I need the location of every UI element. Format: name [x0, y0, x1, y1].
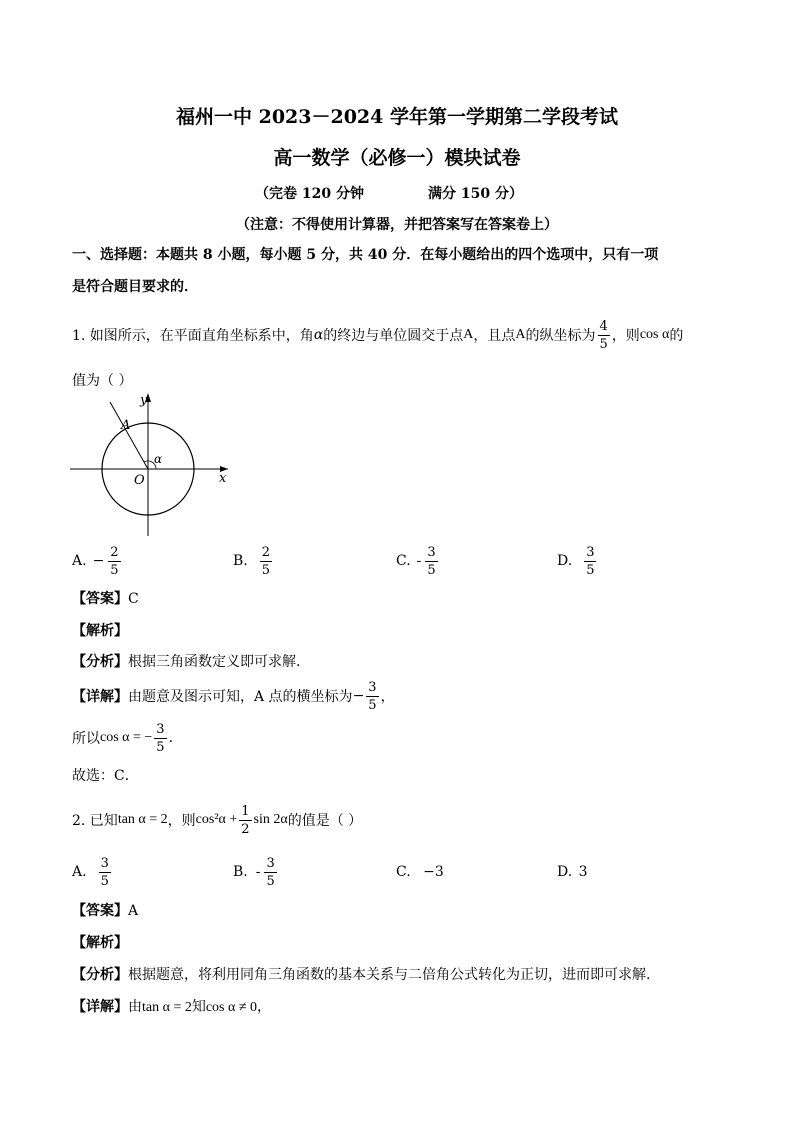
option-letter: D.	[557, 553, 573, 569]
fenxi-text: 根据题意，将利用同角三角函数的基本关系与二倍角公式转化为正切，进而即可求解.	[128, 967, 651, 983]
option-den: 5	[266, 873, 275, 889]
q1-fraction	[598, 320, 610, 351]
detail-sign: −	[352, 688, 365, 704]
q1-frac-num: 4	[599, 318, 608, 334]
q2-cond: tan α = 2	[117, 812, 168, 827]
y-label: y	[140, 393, 148, 408]
q1-frac-den: 5	[599, 336, 608, 352]
q1-analysis-tag: 【解析】	[72, 623, 128, 639]
detail-expr1: tan α = 2	[142, 1000, 192, 1015]
q1-mid2: ，且点	[473, 328, 516, 344]
option-letter: D.	[557, 864, 573, 880]
q2-frac-den: 2	[241, 821, 250, 837]
detail-mid: 知	[191, 999, 206, 1015]
q2-detail	[72, 996, 271, 1016]
q2-frac-num: 1	[241, 803, 250, 819]
option-sign: −	[92, 553, 105, 569]
option-den: 5	[261, 562, 271, 578]
section1-line2: 是符合题目要求的．	[72, 279, 198, 295]
option-den: 5	[110, 562, 119, 578]
answer-tag: 【答案】	[72, 903, 128, 919]
q1-option-a	[72, 540, 123, 582]
fenxi-tag: 【分析】	[72, 967, 128, 983]
q2-option-b	[233, 851, 279, 893]
exam-note: （注意：不得使用计算器，并把答案写在答案卷上）	[236, 217, 558, 233]
option-den: 5	[427, 562, 436, 578]
q2-option-c	[396, 864, 444, 880]
q1-mid1: 的终边与单位圆交于点	[323, 328, 464, 344]
fenxi-tag: 【分析】	[72, 654, 128, 670]
answer-value: A	[128, 903, 139, 919]
option-letter: C.	[396, 553, 411, 569]
q1-choose: 故选：C．	[72, 768, 139, 784]
q1-end: 的	[669, 328, 684, 344]
option-num: 3	[100, 855, 109, 871]
q1-alpha: α	[313, 327, 324, 343]
detail-tag: 【详解】	[72, 999, 128, 1015]
option-letter: B.	[233, 553, 248, 569]
option-text: −3	[423, 864, 444, 880]
detail-expr2: cos α ≠ 0	[205, 1000, 258, 1015]
q1-prefix: 1. 如图所示，在平面直角坐标系中，角	[72, 328, 314, 344]
q2-analysis-tag: 【解析】	[72, 935, 128, 951]
q1-detail	[72, 674, 395, 718]
q1-option-b	[233, 540, 274, 582]
q2-prefix: 2. 已知	[72, 813, 118, 829]
q2-answer	[72, 900, 138, 920]
q2-end: 的值是（ ）	[287, 813, 363, 829]
detail-prefix: 由	[128, 999, 142, 1015]
detail-den: 5	[368, 697, 377, 713]
q1-cos: cos α	[639, 327, 670, 342]
q1-line2: 值为（ ）	[72, 373, 133, 389]
q1-option-c	[396, 540, 440, 582]
option-num: 3	[427, 544, 436, 560]
so-expr: cos α = −	[100, 730, 153, 745]
option-num: 2	[261, 544, 271, 560]
q2-option-d	[557, 864, 588, 880]
exam-title: 福州一中 2023－2024 学年第一学期第二学段考试	[176, 106, 618, 128]
option-letter: B.	[233, 864, 248, 880]
q1-option-d	[557, 540, 598, 582]
x-label: x	[219, 471, 227, 486]
detail-tag: 【详解】	[72, 689, 128, 705]
q1-stem	[72, 310, 683, 360]
option-letter: A.	[72, 864, 87, 880]
section1-line1: 一、选择题：本题共 8 小题，每小题 5 分，共 40 分．在每小题给出的四个选项中，只有一项	[72, 247, 659, 263]
option-letter: C.	[396, 864, 411, 880]
q2-mid: ，则	[167, 813, 196, 829]
so-end: .	[168, 730, 174, 746]
option-sign: -	[255, 864, 261, 880]
detail-end: ，	[257, 999, 272, 1015]
q2-stem	[72, 798, 362, 842]
q2-option-a	[72, 851, 113, 893]
fenxi-text: 根据三角函数定义即可求解.	[128, 654, 301, 670]
answer-tag: 【答案】	[72, 591, 128, 607]
option-den: 5	[100, 873, 109, 889]
time-info: （完卷 120 分钟	[255, 186, 364, 202]
exam-subtitle: 高一数学（必修一）模块试卷	[273, 147, 521, 169]
origin-label: O	[134, 473, 145, 488]
q1-answer	[72, 588, 139, 608]
alpha-label: α	[154, 452, 163, 466]
option-num: 2	[110, 544, 119, 560]
q1-so	[72, 716, 173, 760]
option-letter: A.	[72, 553, 87, 569]
score-info: 满分 150 分）	[428, 186, 523, 202]
q1-point-a: A	[463, 327, 474, 342]
point-a-label: A	[121, 418, 131, 433]
option-num: 3	[586, 544, 595, 560]
so-den: 5	[156, 739, 165, 755]
so-prefix: 所以	[72, 731, 100, 747]
option-text: 3	[578, 864, 588, 880]
option-num: 3	[266, 855, 275, 871]
q2-fenxi	[72, 964, 650, 984]
q1-figure	[66, 390, 241, 540]
q1-mid4: ，则	[611, 328, 640, 344]
answer-value: C	[128, 591, 139, 607]
detail-num: 3	[368, 679, 377, 695]
q2-expr1: cos²α +	[195, 812, 238, 827]
q1-mid3: 的纵坐标为	[525, 328, 596, 344]
detail-end: ，	[380, 689, 395, 705]
q1-fenxi	[72, 651, 300, 671]
detail-text: 由题意及图示可知，A 点的横坐标为	[128, 689, 353, 705]
so-num: 3	[156, 721, 165, 737]
option-den: 5	[586, 562, 595, 578]
option-sign: -	[416, 553, 422, 569]
q1-point-a2: A	[515, 327, 526, 342]
q2-expr2: sin 2α	[253, 812, 288, 827]
